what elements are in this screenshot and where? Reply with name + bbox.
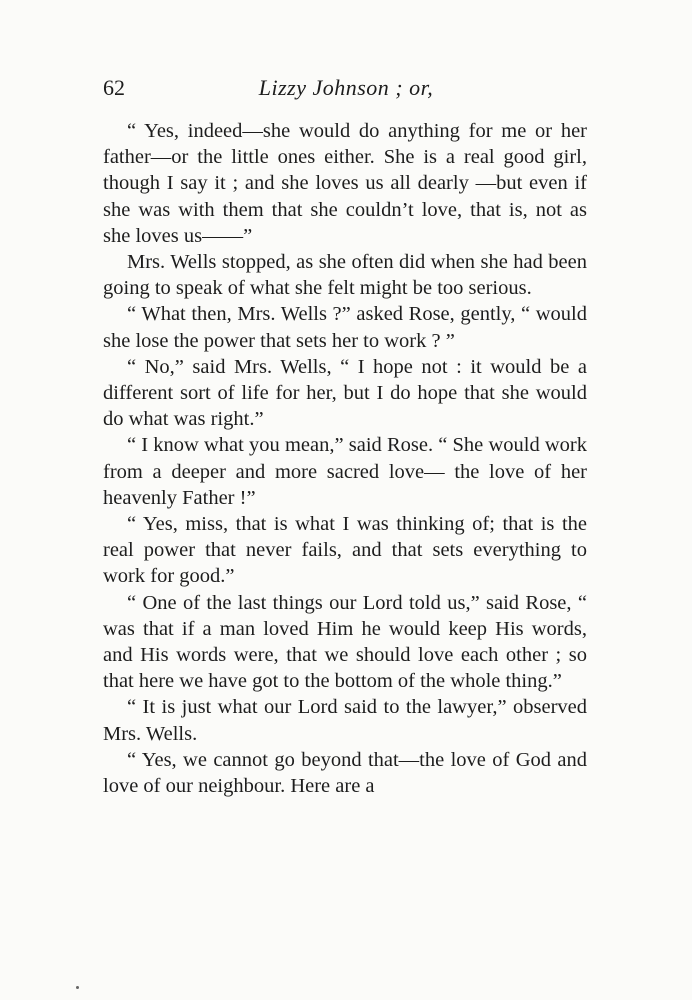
page-header [103, 70, 589, 106]
page-number: 62 [103, 75, 125, 100]
paragraph: “ One of the last things our Lord told us,” said Rose, “ was that if a man loved Him he would keep His words, and His words were, that we should love each other ; so that here we have got to the bottom of the whole thing.” [103, 591, 587, 693]
paragraph: “ Yes, we cannot go beyond that—the love of God and love of our neighbour. Here are a [103, 748, 587, 798]
paragraph: Mrs. Wells stopped, as she often did when she had been going to speak of what she felt might be too serious. [103, 251, 587, 300]
paragraph: “ It is just what our Lord said to the lawyer,” observed Mrs. Wells. [103, 696, 587, 745]
paragraph: “ What then, Mrs. Wells ?” asked Rose, gently, “ would she lose the power that sets her to work ? ” [103, 303, 587, 352]
paragraph: “ Yes, miss, that is what I was thinking of; that is the real power that never fails, and that sets everything to work for good.” [103, 513, 587, 588]
running-title: Lizzy Johnson ; or, [258, 75, 434, 100]
paragraph: “ Yes, indeed—she would do anything for me or her father—or the little ones either. She is a real good girl, though I say it ; and she loves us all dearly —but even if she was with them that she couldn’t love, that is, not as she loves us——” [103, 120, 587, 247]
paragraph: “ I know what you mean,” said Rose. “ She would work from a deeper and more sacred love— the love of her heavenly Father !” [103, 434, 587, 509]
body-text [103, 118, 587, 799]
paragraph: “ No,” said Mrs. Wells, “ I hope not : it would be a different sort of life for her, but I do hope that she would do what was right.” [103, 355, 587, 431]
paper-speck [76, 986, 79, 989]
